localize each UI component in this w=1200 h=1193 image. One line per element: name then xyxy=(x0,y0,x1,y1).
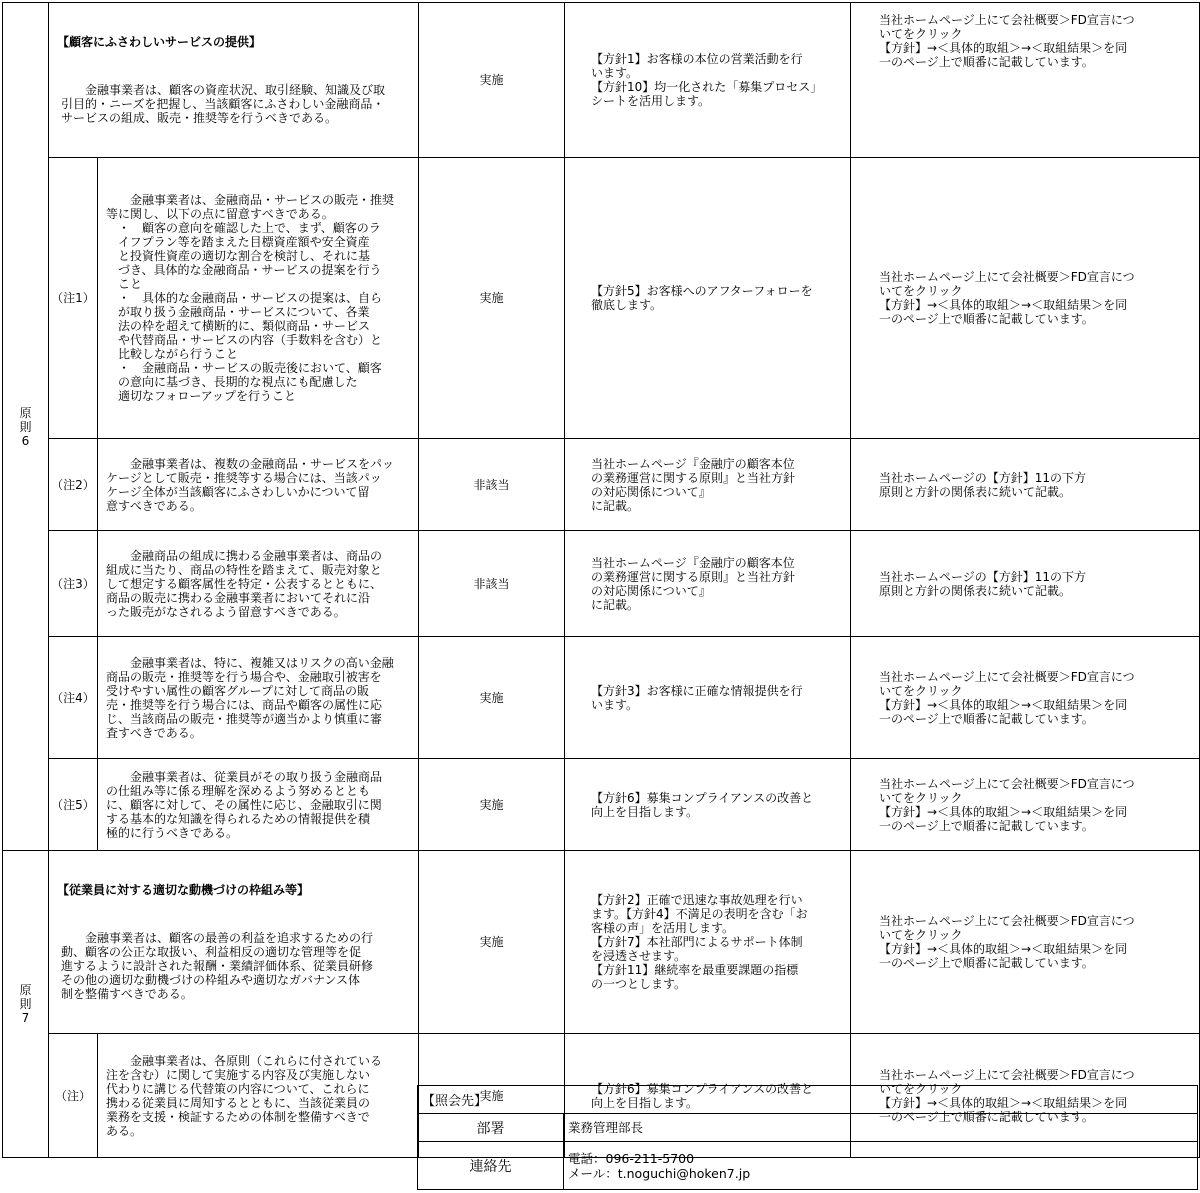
dept-value: 業務管理部長 xyxy=(564,1114,1198,1142)
note-7-status: 実施 xyxy=(419,1034,565,1158)
note-4-policy: 【方針3】お客様に正確な情報提供を行 います。 xyxy=(565,637,851,759)
principle-6-body: 金融事業者は、顧客の資産状況、取引経験、知識及び取 引目的・ニーズを把握し、当該顧客にふさわしい金融商品・ サービスの組成、販売・推奨等を行うべきである。 xyxy=(61,83,386,125)
note-1-text: 金融事業者は、金融商品・サービスの販売・推奨 等に関し、以下の点に留意すべきである。 ・ 顧客の意向を確認した上で、まず、顧客のラ イフプラン等を踏まえた目標資産額や安全資産 と投資性資産の適切な割合を検討し、それに基 づき、具体的な金融商品・サービスの提案を行う こと ・ 具体的な金融商品・サービスの提案は、自ら が取り扱う金融商品・サービスについて、各業 法の枠を超えて横断的に、類似商品・サービス や代替商品・サービスの内容（手数料を含む）と 比較しながら行うこと ・ 金融商品・サービスの販売後において、顧客 の意向に基づき、長期的な視点にも配慮した 適切なフォローアップを行うこと xyxy=(98,158,419,439)
principle-7-body: 金融事業者は、顧客の最善の利益を追求するための行 動、顧客の公正な取扱い、利益相反の適切な管理等を促 進するように設計された報酬・業績評価体系、従業員研修 その他の適切な動機づけの枠組みや適切なガバナンス体 制を整備すべきである。 xyxy=(61,931,374,1001)
note-1-policy: 【方針5】お客様へのアフターフォローを 徹底します。 xyxy=(565,158,851,439)
note-7-policy: 【方針6】募集コンプライアンスの改善と 向上を目指します。 xyxy=(565,1034,851,1158)
contact-label: 連絡先 xyxy=(418,1142,564,1190)
principle-6-policy: 【方針1】お客様の本位の営業活動を行 います。 【方針10】均一化された「募集プロセス」 シートを活用します。 xyxy=(565,3,851,158)
note-1-result: 当社ホームページ上にて会社概要＞FD宣言につ いてをクリック 【方針】→＜具体的取組＞→＜取組結果＞を同 一のページ上で順番に記載しています。 xyxy=(851,158,1200,439)
note-2-policy: 当社ホームページ『金融庁の顧客本位 の業務運営に関する原則』と当社方針 の対応関係について』 に記載。 xyxy=(565,439,851,531)
note-4-status: 実施 xyxy=(419,637,565,759)
table-row xyxy=(3,439,1200,531)
principle-6-title: 【顧客にふさわしいサービスの提供】 xyxy=(57,35,262,49)
note-3-label: （注3） xyxy=(49,531,98,637)
note-2-label: （注2） xyxy=(49,439,98,531)
table-row xyxy=(3,158,1200,439)
note-4-result: 当社ホームページ上にて会社概要＞FD宣言につ いてをクリック 【方針】→＜具体的取組＞→＜取組結果＞を同 一のページ上で順番に記載しています。 xyxy=(851,637,1200,759)
note-4-label: （注4） xyxy=(49,637,98,759)
contact-value xyxy=(564,1142,1198,1190)
table-row xyxy=(3,637,1200,759)
table-row xyxy=(3,531,1200,637)
note-1-label: （注1） xyxy=(49,158,98,439)
dept-label: 部署 xyxy=(418,1114,564,1142)
principle-6-label: 原 則 6 xyxy=(3,3,49,851)
note-5-policy: 【方針6】募集コンプライアンスの改善と 向上を目指します。 xyxy=(565,759,851,851)
table-row xyxy=(3,759,1200,851)
note-5-status: 実施 xyxy=(419,759,565,851)
phone-number: 電話：096-211-5700 xyxy=(568,1150,695,1166)
note-2-result: 当社ホームページの【方針】11の下方 原則と方針の関係表に続いて記載。 xyxy=(851,439,1200,531)
principle-6-text xyxy=(49,3,419,158)
note-3-policy: 当社ホームページ『金融庁の顧客本位 の業務運営に関する原則』と当社方針 の対応関係について』 に記載。 xyxy=(565,531,851,637)
email-address[interactable]: メール：t.noguchi@hoken7.jp xyxy=(568,1165,751,1181)
note-1-status: 実施 xyxy=(419,158,565,439)
note-7-text: 金融事業者は、各原則（これらに付されている 注を含む）に関して実施する内容及び実施しない 代わりに講じる代替策の内容について、これらに 携わる従業員に周知するとともに、当該従業員の 業務を支援・検証するための体制を整備すべきで ある。 xyxy=(98,1034,419,1158)
contact-header: 【照会先】 xyxy=(418,1086,1198,1114)
principle-7-policy: 【方針2】正確で迅速な事故処理を行い ます。【方針4】不満足の表明を含む「お 客様の声」を活用します。 【方針7】本社部門によるサポート体制 を浸透させます。 【方針11】継続率を最重要課題の指標 の一つとします。 xyxy=(565,851,851,1034)
note-3-text: 金融商品の組成に携わる金融事業者は、商品の 組成に当たり、商品の特性を踏まえて、販売対象と して想定する顧客属性を特定・公表するとともに、 商品の販売に携わる金融事業者においてそれに沿 った販売がなされるよう留意すべきである。 xyxy=(98,531,419,637)
table-row xyxy=(3,3,1200,158)
note-5-label: （注5） xyxy=(49,759,98,851)
contact-table xyxy=(417,1085,1198,1190)
note-3-result: 当社ホームページの【方針】11の下方 原則と方針の関係表に続いて記載。 xyxy=(851,531,1200,637)
principles-table xyxy=(2,2,1200,1158)
note-4-text: 金融事業者は、特に、複雑又はリスクの高い金融 商品の販売・推奨等を行う場合や、金融取引被害を 受けやすい属性の顧客グループに対して商品の販 売・推奨等を行う場合には、商品や顧客の属性に応 じ、当該商品の販売・推奨等が適当かより慎重に審 査すべきである。 xyxy=(98,637,419,759)
note-7-result: 当社ホームページ上にて会社概要＞FD宣言につ いてをクリック 【方針】→＜具体的取組＞→＜取組結果＞を同 一のページ上で順番に記載しています。 xyxy=(851,1034,1200,1158)
principle-7-result: 当社ホームページ上にて会社概要＞FD宣言につ いてをクリック 【方針】→＜具体的取組＞→＜取組結果＞を同 一のページ上で順番に記載しています。 xyxy=(851,851,1200,1034)
principle-7-title: 【従業員に対する適切な動機づけの枠組み等】 xyxy=(57,883,310,897)
note-2-text: 金融事業者は、複数の金融商品・サービスをパッ ケージとして販売・推奨等する場合には、当該パッ ケージ全体が当該顧客にふさわしいかについて留 意すべきである。 xyxy=(98,439,419,531)
principle-7-label: 原 則 7 xyxy=(3,851,49,1158)
note-2-status: 非該当 xyxy=(419,439,565,531)
principle-7-text xyxy=(49,851,419,1034)
note-5-result: 当社ホームページ上にて会社概要＞FD宣言につ いてをクリック 【方針】→＜具体的取組＞→＜取組結果＞を同 一のページ上で順番に記載しています。 xyxy=(851,759,1200,851)
principle-6-result: 当社ホームページ上にて会社概要＞FD宣言につ いてをクリック 【方針】→＜具体的取組＞→＜取組結果＞を同 一のページ上で順番に記載しています。 xyxy=(851,3,1200,158)
table-row xyxy=(3,851,1200,1034)
note-7-label: （注） xyxy=(49,1034,98,1158)
principle-7-status: 実施 xyxy=(419,851,565,1034)
principle-6-status: 実施 xyxy=(419,3,565,158)
note-5-text: 金融事業者は、従業員がその取り扱う金融商品 の仕組み等に係る理解を深めるよう努めるととも に、顧客に対して、その属性に応じ、金融取引に関 する基本的な知識を得られるための情報提供を積 極的に行うべきである。 xyxy=(98,759,419,851)
note-3-status: 非該当 xyxy=(419,531,565,637)
